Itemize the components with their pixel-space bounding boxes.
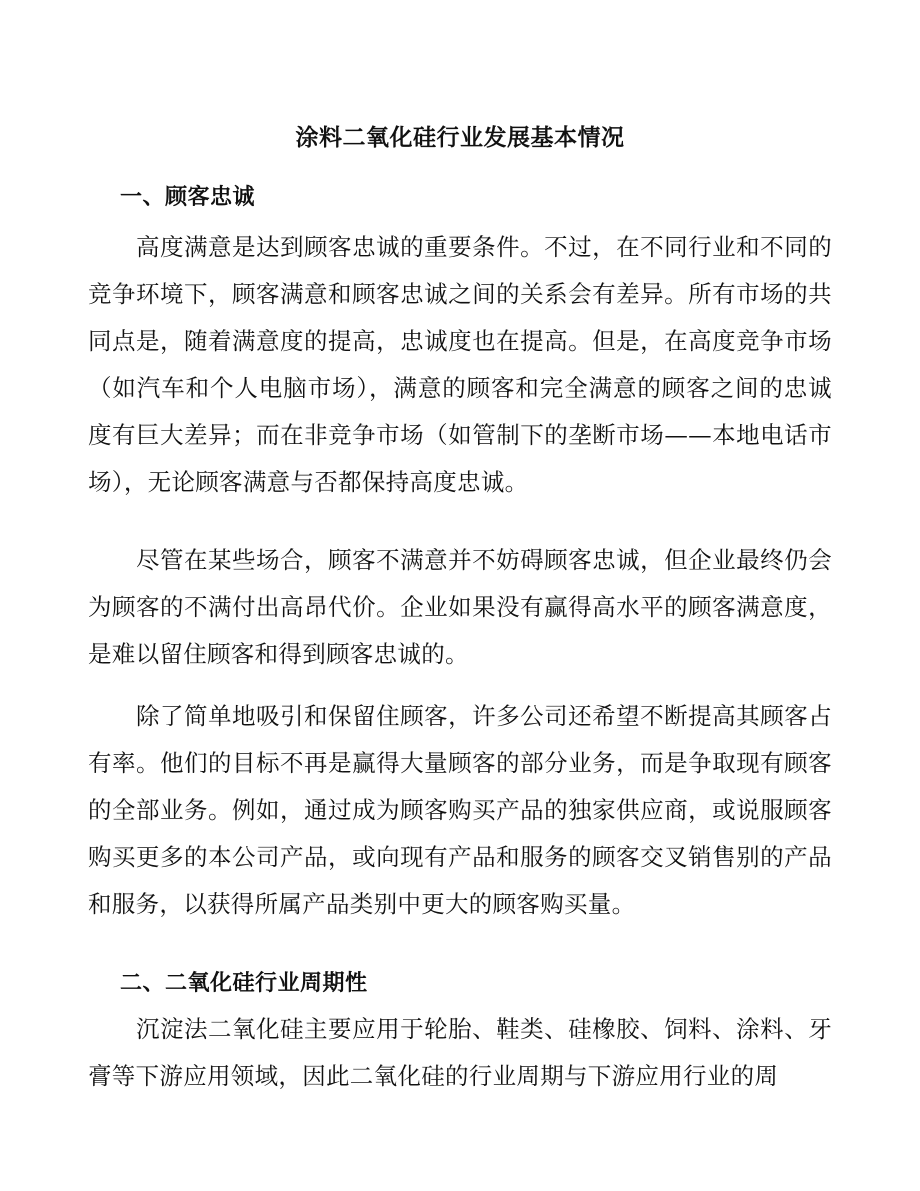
document-title: 涂料二氧化硅行业发展基本情况 [295,125,625,151]
paragraph-silica-applications: 沉淀法二氧化硅主要应用于轮胎、鞋类、硅橡胶、饲料、涂料、牙膏等下游应用领域，因此二氧化硅的行业周期与下游应用行业的周 [88,1015,832,1090]
paragraph-dissatisfaction-cost: 尽管在某些场合，顾客不满意并不妨碍顾客忠诚，但企业最终仍会为顾客的不满付出高昂代价。企业如果没有赢得高水平的顾客满意度，是难以留住顾客和得到顾客忠诚的。 [88,546,832,668]
paragraph-customer-share: 除了简单地吸引和保留住顾客，许多公司还希望不断提高其顾客占有率。他们的目标不再是赢得大量顾客的部分业务，而是争取现有顾客的全部业务。例如，通过成为顾客购买产品的独家供应商，或说服顾客购买更多的本公司产品，或向现有产品和服务的顾客交叉销售别的产品和服务，以获得所属产品类别中更大的顾客购买量。 [88,702,832,918]
paragraph-satisfaction-loyalty: 高度满意是达到顾客忠诚的重要条件。不过，在不同行业和不同的竞争环境下，顾客满意和顾客忠诚之间的关系会有差异。所有市场的共同点是，随着满意度的提高，忠诚度也在提高。但是，在高度竞争市场（如汽车和个人电脑市场），满意的顾客和完全满意的顾客之间的忠诚度有巨大差异；而在非竞争市场（如管制下的垄断市场——本地电话市场），无论顾客满意与否都保持高度忠诚。 [88,233,832,496]
section-heading-customer-loyalty: 一、顾客忠诚 [120,185,256,210]
section-heading-industry-cycle: 二、二氧化硅行业周期性 [120,971,368,996]
